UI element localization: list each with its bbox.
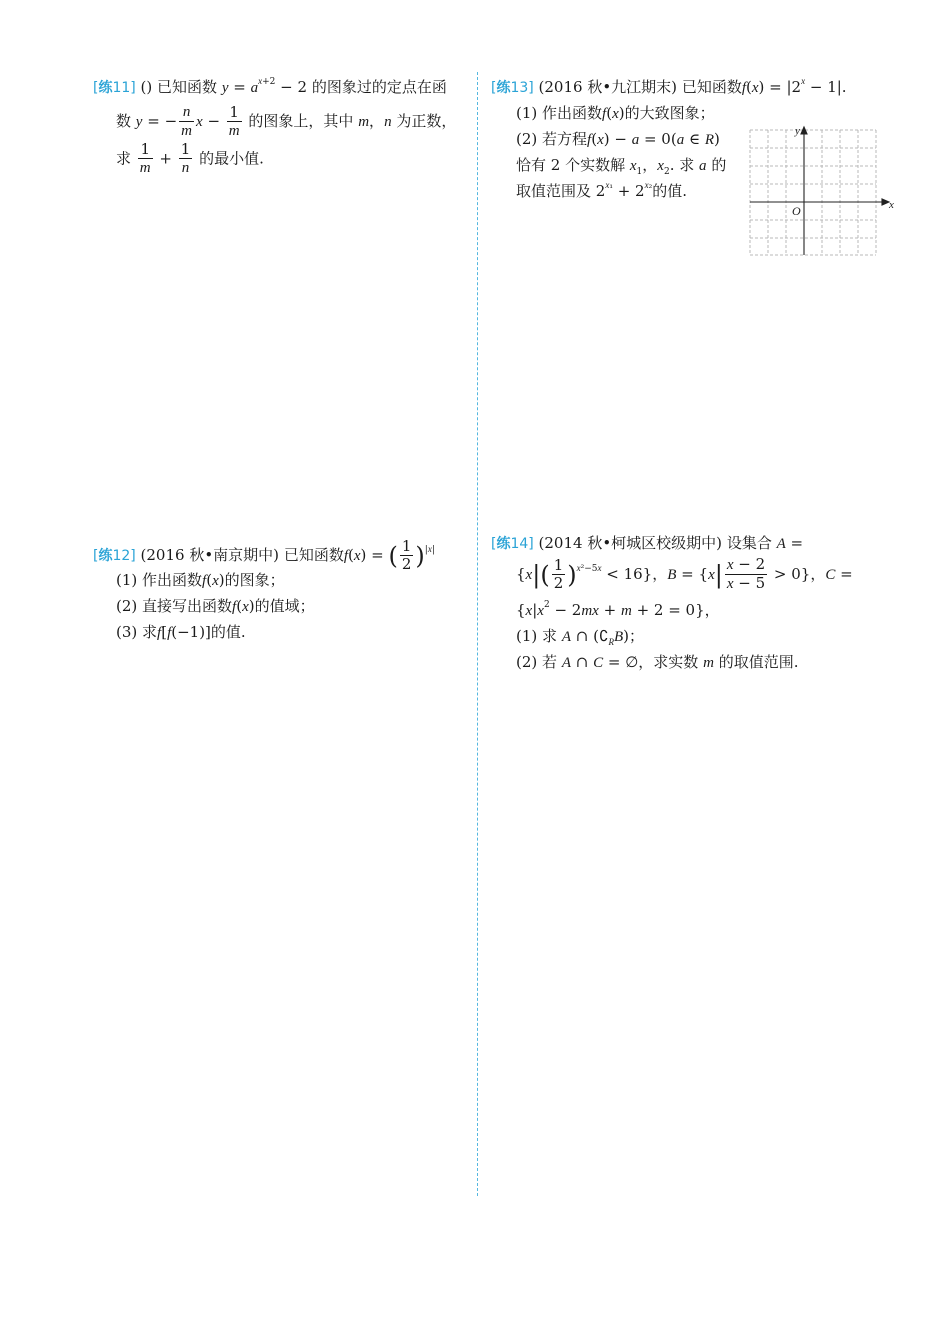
x-axis-label: x bbox=[889, 199, 894, 211]
problem-tag: [练11] bbox=[93, 80, 136, 96]
p14-line-2: {x|( $\frac{1}{2}$ )$^{x^2-5x}$ < 16}，B = {x| $\frac{x - 2}{x - 5}$ > 0}，C = bbox=[516, 555, 853, 593]
p14-line-3: $\{x|x^2 - 2mx + m + 2 = 0\}$， bbox=[516, 600, 720, 619]
y-axis-label: y bbox=[795, 125, 800, 137]
problem-tag: [练12] bbox=[93, 547, 136, 564]
coordinate-grid bbox=[745, 124, 895, 260]
p11-line-1: [练11] () 已知函数 $y = a^{x+2} - 2$ 的图象过的定点在函 bbox=[93, 76, 447, 96]
p13-q2-line-3: 取值范围及 $2^{x_1} + 2^{x_2}$的值. bbox=[516, 180, 687, 200]
p13-q2-line-2: 恰有 2 个实数解 $x_1$，$x_2$. 求 a 的 bbox=[516, 156, 727, 177]
problem-tag: [练13] bbox=[491, 80, 534, 96]
problem-tag: [练14] bbox=[491, 536, 534, 552]
p12-line-1: [练12] (2016 秋•南京期中) 已知函数f(x) = ( $\frac{1}{2}$ )$^{|x|}$ bbox=[93, 537, 435, 574]
p11-line-3: 求 $\frac{1}{m}$ + $\frac{1}{n}$ 的最小值. bbox=[116, 140, 264, 177]
p13-q2-line-1: (2) 若方程f(x) − a = 0(a ∈ R) bbox=[516, 130, 720, 148]
p11-line-2: 数 y = − $\frac{n}{m}$ x − $\frac{1}{m}$ 的图象上，其中 m，n 为正数， bbox=[116, 102, 457, 140]
p12-q3: (3) 求f[f(−1)]的值. bbox=[116, 623, 246, 641]
p12-q1: (1) 作出函数f(x)的图象； bbox=[116, 571, 285, 589]
p12-q2: (2) 直接写出函数f(x)的值域； bbox=[116, 597, 315, 615]
origin-label: O bbox=[792, 204, 801, 218]
p14-q2: (2) 若 A ∩ C = ∅，求实数 m 的取值范围. bbox=[516, 653, 799, 671]
p14-line-1: [练14] (2014 秋•柯城区校级期中) 设集合 A = bbox=[491, 534, 804, 552]
column-divider bbox=[477, 72, 478, 1196]
p13-q1: (1) 作出函数f(x)的大致图象； bbox=[516, 104, 715, 122]
p14-q1: (1) 求 A ∩ $(∁_RB)$； bbox=[516, 627, 645, 647]
p13-line-1: [练13] (2016 秋•九江期末) 已知函数$f(x) = |2^x - 1|$. bbox=[491, 76, 847, 96]
